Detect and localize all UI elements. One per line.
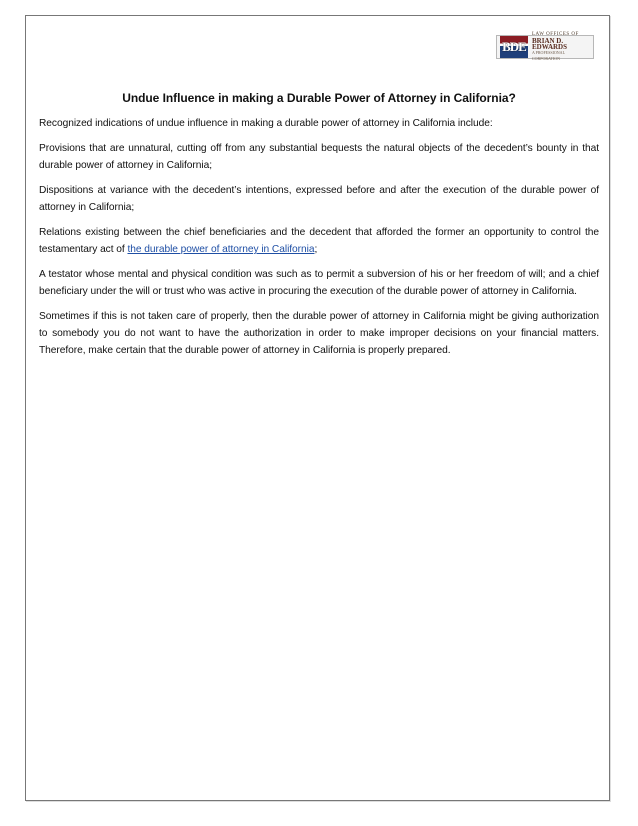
paragraph-relations bbox=[39, 224, 599, 258]
paragraph-dispositions: Dispositions at variance with the decedent’s intentions, expressed before and after the execution of the durable power of attorney in California; bbox=[39, 185, 599, 213]
law-office-logo bbox=[496, 32, 594, 61]
document-content bbox=[39, 90, 599, 367]
document-page bbox=[25, 15, 610, 801]
logo-text-block bbox=[528, 32, 593, 62]
logo-line-1: LAW OFFICES OF bbox=[532, 32, 579, 37]
paragraph-relations-before: Relations existing between the chief beneficiaries and the decedent that afforded the former an opportunity to control the testamentary act of bbox=[39, 227, 599, 255]
document-title: Undue Influence in making a Durable Power of Attorney in California? bbox=[122, 91, 516, 105]
paragraph-relations-after: ; bbox=[314, 244, 318, 255]
paragraph-unnatural-provisions: Provisions that are unnatural, cutting off from any substantial bequests the natural objects of the decedent’s bounty in that durable power of attorney in California; bbox=[39, 143, 599, 171]
logo-line-2: BRIAN D. EDWARDS bbox=[532, 37, 568, 51]
logo-mark: BDE bbox=[500, 36, 528, 58]
paragraph-conclusion: Sometimes if this is not taken care of properly, then the durable power of attorney in California might be giving authorization to somebody you do not want to have the authorization in order to make improper decisions on your financial matters. Therefore, make certain that the durable power of attorney in California is properly prepared. bbox=[39, 311, 599, 356]
logo-line-3: A PROFESSIONAL CORPORATION bbox=[532, 50, 565, 61]
paragraph-intro: Recognized indications of undue influence in making a durable power of attorney in California include: bbox=[39, 118, 493, 129]
paragraph-testator: A testator whose mental and physical condition was such as to permit a subversion of his or her freedom of will; and a chief beneficiary under the will or trust who was active in procuring the execution of the durable power of attorney in California. bbox=[39, 269, 599, 297]
durable-power-attorney-link[interactable]: the durable power of attorney in California bbox=[127, 244, 315, 255]
